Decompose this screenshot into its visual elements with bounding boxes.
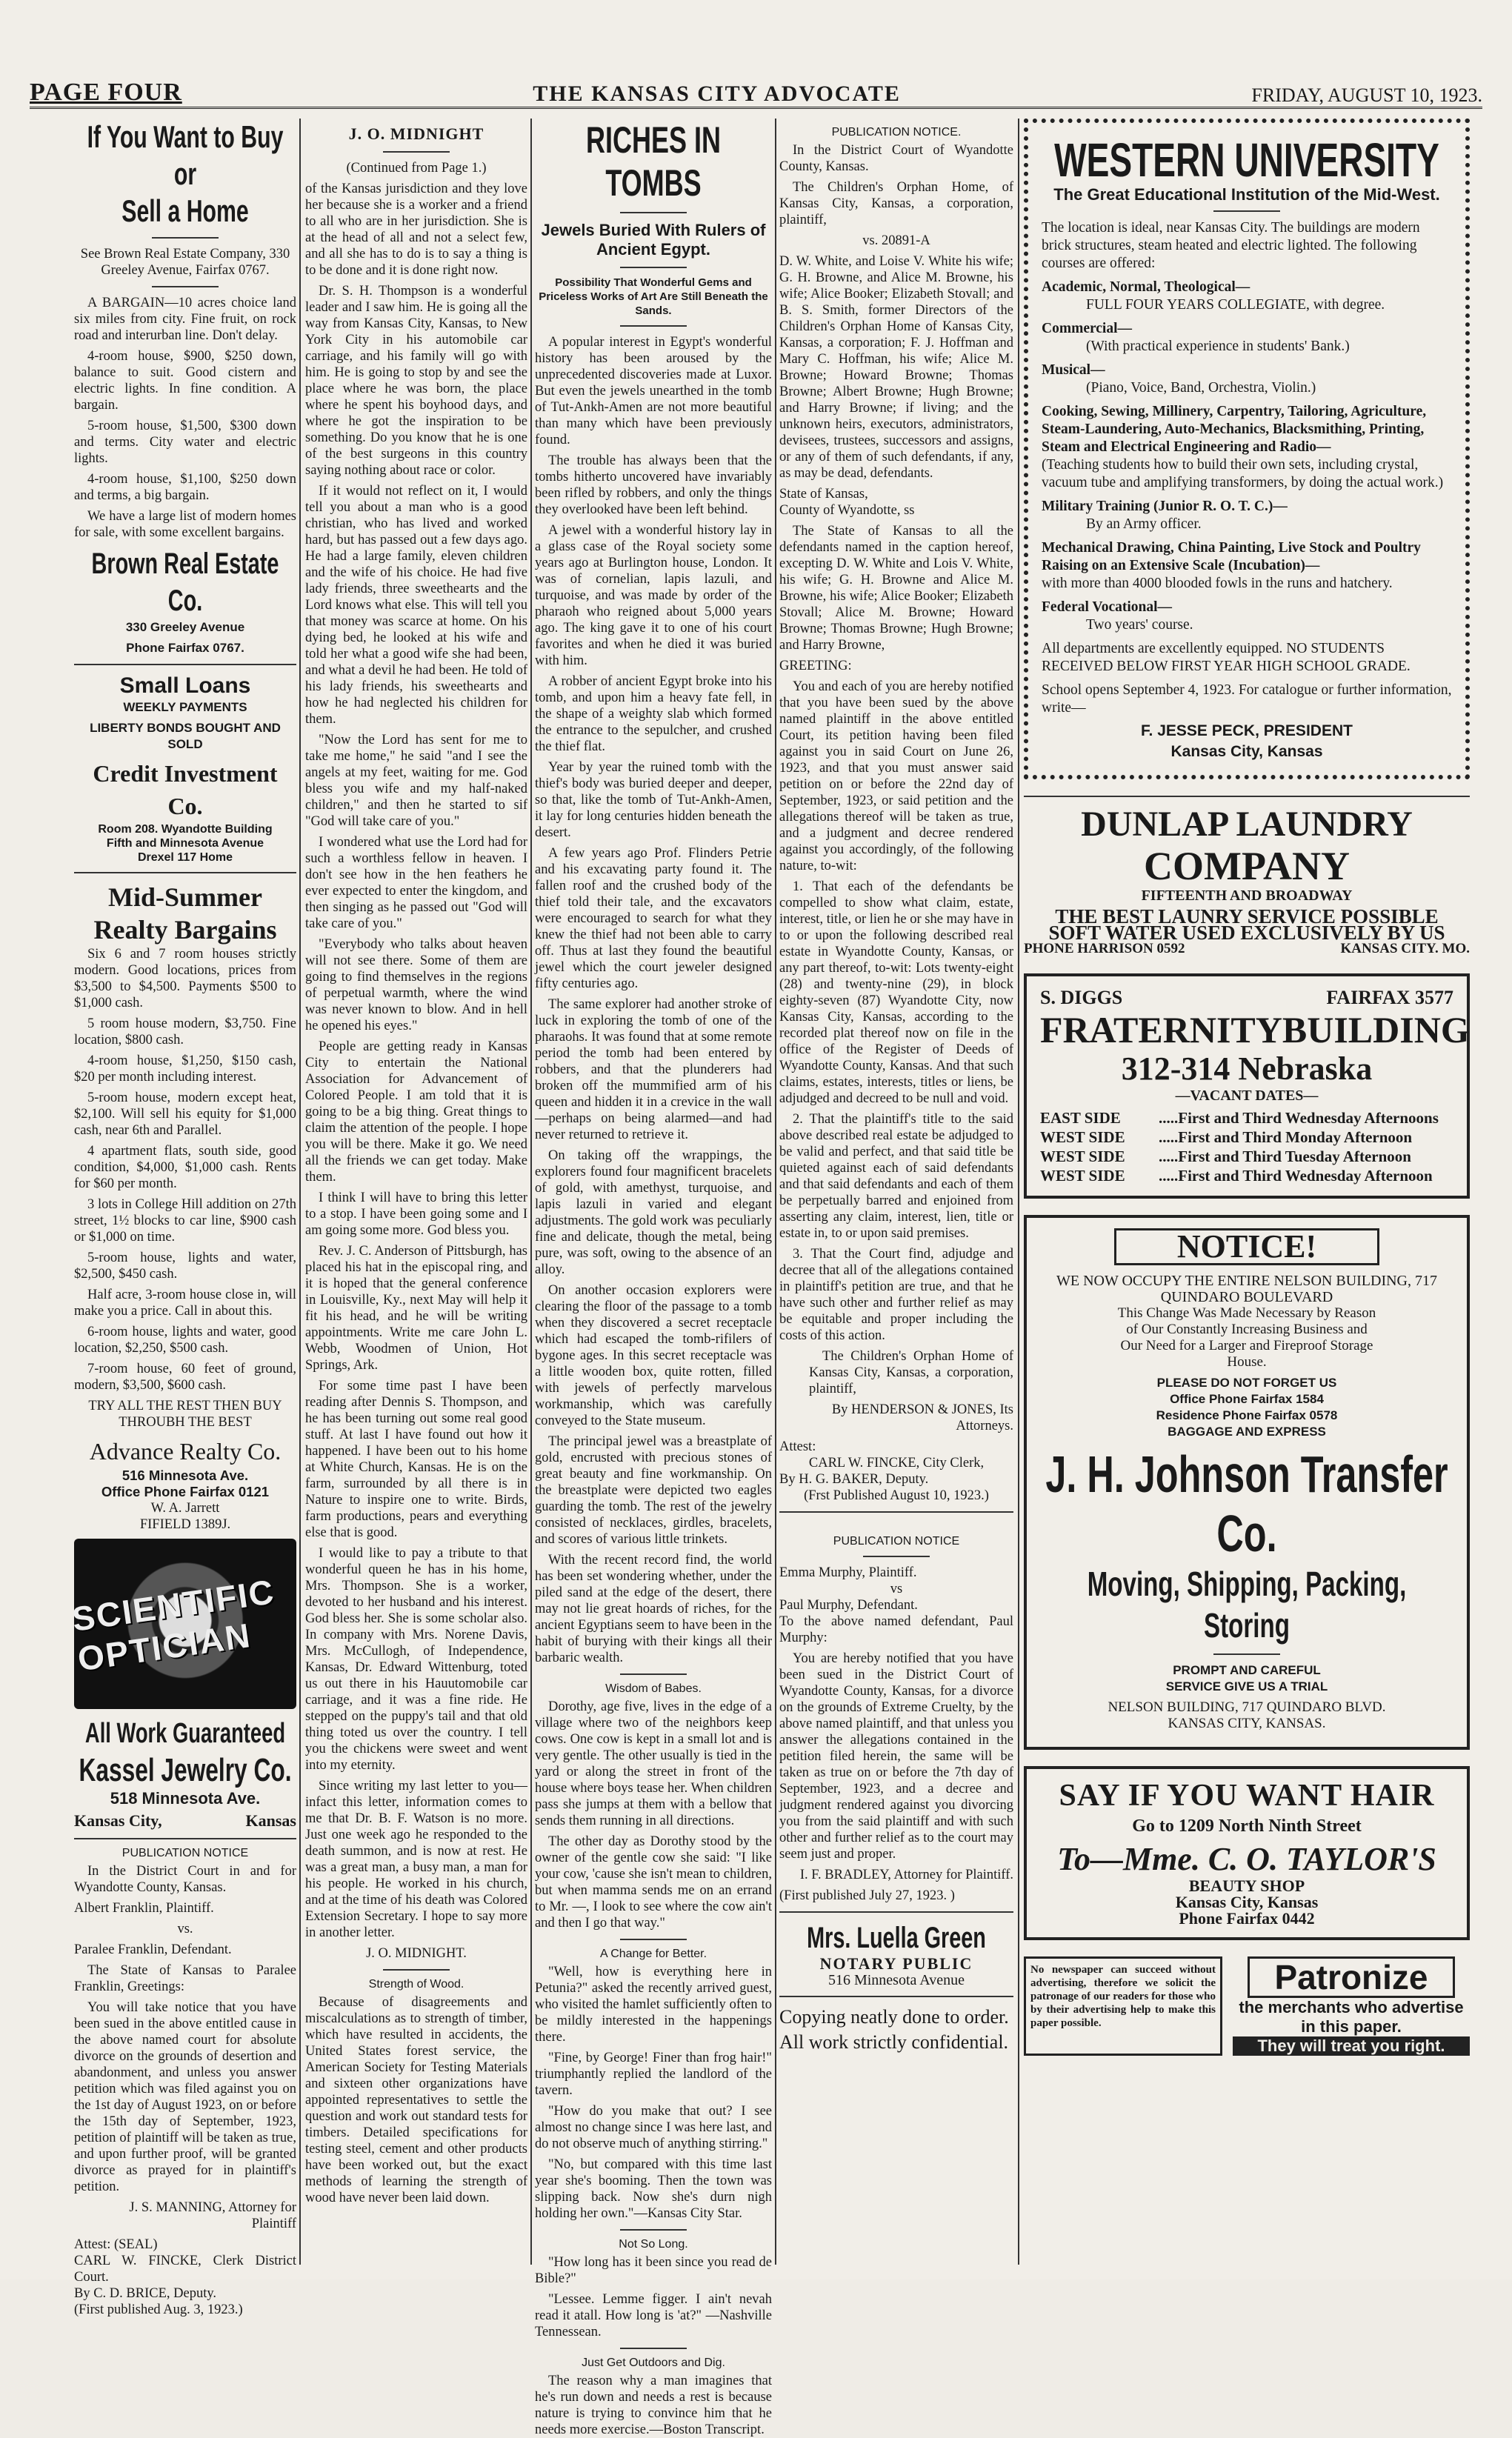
ad-text: Phone Fairfax 0767. bbox=[126, 641, 244, 655]
ad-text: W. A. Jarrett bbox=[150, 1501, 220, 1516]
ad-text: —VACANT DATES— bbox=[1175, 1088, 1319, 1104]
legal-text: 2. That the plaintiff's title to the said above described real estate be adjudged to be valid and perfect, and that said title be quieted against each of said defendants and that said defendants and each of them be perpetually barred and enjoined from asserting any claim, interest, lien, title or estate in, to or upon said premises. bbox=[779, 1112, 1013, 1241]
legal-text: Attest: (SEAL) bbox=[74, 2237, 158, 2252]
ad-headline: WESTERN UNIVERSITY bbox=[1054, 133, 1439, 187]
section-heading: Not So Long. bbox=[619, 2238, 688, 2251]
ad-text: BAGGAGE AND EXPRESS bbox=[1168, 1425, 1326, 1439]
ad-text: All departments are excellently equipped. NO STUDENTS RECEIVED BELOW FIRST YEAR HIGH SCHOOL GRADE. bbox=[1042, 641, 1411, 674]
divider bbox=[1213, 210, 1280, 212]
course-name: Military Training (Junior R. O. T. C.)— bbox=[1042, 499, 1288, 514]
ad-headline: J. H. Johnson Transfer Co. bbox=[1045, 1445, 1448, 1562]
ad-headline: Sell a Home bbox=[121, 193, 249, 228]
ad-text: TRY ALL THE REST THEN BUY THROUBH THE BEST bbox=[88, 1399, 282, 1430]
ad-text: BEAUTY SHOP bbox=[1188, 1876, 1305, 1895]
article-text: "Well, how is everything here in Petunia?" asked the recently arrived guest, who visited the hamlet sufficiently often to be mildly interested in the happenings there. bbox=[535, 1965, 772, 2045]
ad-headline: COMPANY bbox=[1144, 844, 1350, 888]
ad-text: 4-room house, $1,250, $150 cash, $20 per month including interest. bbox=[74, 1053, 296, 1085]
ad-text: They will treat you right. bbox=[1233, 2036, 1470, 2056]
article-text: For some time past I have been reading after Dennis S. Thompson, and he has been turning out some real good stuff. At last I have found out how it happened. I have been out to his home at White Church, Kansas. He is on the farm, surrounded by all there is in Nature to inspire one to write. Birds, farm productions, pears and everything else that is good. bbox=[305, 1379, 527, 1540]
section-heading: Just Get Outdoors and Dig. bbox=[582, 2357, 725, 2369]
section-heading: PUBLICATION NOTICE bbox=[833, 1535, 960, 1548]
ad-text: Copying neatly done to order. All work strictly confidential. bbox=[779, 2006, 1009, 2053]
ad-text: LIBERTY BONDS BOUGHT AND SOLD bbox=[90, 721, 281, 751]
ad-headline: Realty Bargains bbox=[93, 915, 277, 945]
column-rule bbox=[775, 119, 776, 2265]
article-text: Since writing my last letter to you—infact this letter, information comes to me that Dr. B. F. Watson is no more. Just one week ago he responded to the death summon, and is now at rest. He was a great man, a busy man, a man for his people. He worked in his church, and at the time of his death was Colored Extension Secretary. I hope to say more in another letter. bbox=[305, 1779, 527, 1940]
article-text: The principal jewel was a breastplate of gold, encrusted with precious stones of great beauty and fine workmanship. On the breastplate were depicted two eagles guarding the tomb. The rest of the jewelry consisted of necklaces, girdles, bracelets, and scores of various little trinkets. bbox=[535, 1434, 772, 1547]
ad-headline: Mrs. Luella Green bbox=[807, 1922, 986, 1954]
divider bbox=[620, 212, 687, 213]
ad-text: 7-room house, 60 feet of ground, modern, $3,500, $600 cash. bbox=[74, 1362, 296, 1393]
legal-text: Albert Franklin, Plaintiff. bbox=[74, 1901, 214, 1916]
divider bbox=[1213, 1653, 1280, 1655]
ad-location bbox=[74, 1811, 296, 1831]
ad-headline: Brown Real Estate Co. bbox=[91, 547, 279, 617]
course-item bbox=[1042, 539, 1452, 593]
course-item bbox=[1042, 599, 1452, 634]
ad-text: Office Phone Fairfax 1584 bbox=[1170, 1392, 1324, 1406]
section-heading: PUBLICATION NOTICE bbox=[121, 1847, 249, 1859]
vacant-dates-list bbox=[1040, 1108, 1453, 1185]
ad-headline: Mid-Summer bbox=[108, 882, 262, 912]
ad-text: FIFTEENTH AND BROADWAY bbox=[1141, 887, 1353, 904]
vacant-date-row bbox=[1040, 1166, 1453, 1185]
course-detail: with more than 4000 blooded fowls in the runs and hatchery. bbox=[1042, 576, 1393, 591]
legal-text: (First published July 27, 1923. ) bbox=[779, 1888, 955, 1903]
vacant-date-row bbox=[1040, 1108, 1453, 1128]
ad-text: 4-room house, $900, $250 down, balance to suit. Good cistern and electric lights. In fine condition. A bargain. bbox=[74, 349, 296, 413]
divider bbox=[152, 237, 219, 239]
column-4 bbox=[779, 119, 1013, 2265]
divider bbox=[152, 286, 219, 287]
course-detail: Two years' course. bbox=[1086, 617, 1193, 633]
phone-label: FAIRFAX 3577 bbox=[1326, 987, 1453, 1008]
ad-text: Half acre, 3-room house close in, will make you a price. Call in about this. bbox=[74, 1288, 296, 1319]
article-text: The same explorer had another stroke of luck in exploring the tomb of one of the pharaohs. It was found that at some remote period the tomb had been entered by robbers, and that the plunderers had broken off the mummified arm of his queen and hidden it in a crevice in the wall—perhaps on being alarmed—and had never returned to retrieve it. bbox=[535, 997, 772, 1142]
ad-text: WEEKLY PAYMENTS bbox=[123, 700, 247, 714]
divider bbox=[779, 1511, 1013, 1513]
vacant-when: .....First and Third Wednesday Afternoon bbox=[1159, 1167, 1433, 1185]
ad-headline: Kassel Jewelry Co. bbox=[79, 1752, 292, 1788]
article-text: Rev. J. C. Anderson of Pittsburgh, has placed his hat in the episcopal ring, and it is hoped that the general conference in Louisville, Ky., next May will help it fit his head, and he will be writing appointments. Write me care John L. Webb, Woodmen of Union, Hot Springs, Ark. bbox=[305, 1244, 527, 1373]
legal-text: The Children's Orphan Home, of Kansas City, Kansas, a corporation, plaintiff, bbox=[779, 180, 1013, 227]
article-text: With the recent record find, the world has been set wondering whether, under the piled sand at the edge of the desert, there may not lie great hoards of riches, for the ancient Egyptians seem to have been in the habit of burying with their kings all their barbaric wealth. bbox=[535, 1553, 772, 1665]
ad-signature: F. JESSE PECK, PRESIDENT bbox=[1141, 722, 1353, 739]
patronize-row bbox=[1024, 1956, 1470, 2056]
logo-text: SCIENTIFIC OPTICIAN bbox=[70, 1572, 278, 1679]
legal-text: D. W. White, and Loise V. White his wife; G. H. Browne, and Alice M. Browne, his wife; Alice Booker; Elizabeth Stovall; and B. S. Smith, former Directors of the Children's Orphan Home of Kansas City, Kansas, a corporation; F. J. Hoffman and Mary C. Hoffman, his wife; Alice M. Browne; Howard Browne; Thomas Browne; Albert Browne; Hugh Browne; and Harry Browne; if living; and the unknown heirs, executors, administrators, devisees, trustees, successors and assigns, or any of them of such defendants, if any, as may be dead, defendants. bbox=[779, 254, 1013, 481]
ad-text: PROMPT AND CAREFUL SERVICE GIVE US A TRIAL bbox=[1165, 1663, 1328, 1693]
column-2 bbox=[305, 119, 527, 2265]
article-text: The trouble has always been that the tombs hitherto uncovered have invariably been rifled by robbers, and only the things they overlooked have been left behind. bbox=[535, 453, 772, 517]
vacant-side: WEST SIDE bbox=[1040, 1148, 1125, 1165]
divider bbox=[779, 1996, 1013, 1997]
article-text: I would like to pay a tribute to that wonderful queen he has in his home, Mrs. Thompson. She is a worker, devoted to her husband and his interest. God bless her. She is some scholar also. In company with Mrs. Norene Davis, Mrs. McCullogh, of Independence, Kansas, Dr. Edward Wittenburg, toted us out there in his Hauutomobile car carriage, and it was a fine ride. He stepped on the puppy's tail and that old thing toted us over the country. I tell you the chickens were sweet and went into my eternity. bbox=[305, 1546, 527, 1773]
legal-text: vs. bbox=[177, 1922, 193, 1936]
phone-label: PHONE HARRISON 0592 bbox=[1024, 941, 1185, 956]
course-detail: By an Army officer. bbox=[1086, 516, 1202, 532]
legal-text: In the District Court of Wyandotte County, Kansas. bbox=[779, 143, 1013, 174]
ad-text: Six 6 and 7 room houses strictly modern. Good locations, prices from $3,500 to $4,500. Payments $500 to $1,000 cash. bbox=[74, 947, 296, 1010]
ad-headline: FRATERNITYBUILDING bbox=[1040, 1009, 1470, 1050]
ad-text: the merchants who advertise in this paper. bbox=[1239, 1998, 1464, 2036]
vacant-when: .....First and Third Wednesday Afternoons bbox=[1159, 1109, 1439, 1127]
legal-text: (First published Aug. 3, 1923.) bbox=[74, 2302, 243, 2317]
ad-text: 4-room house, $1,100, $250 down and terms, a big bargain. bbox=[74, 472, 296, 503]
article-text: "No, but compared with this time last year she's booming. Then the town was slipping back. Now she's durn nigh holding her own."—Kansas City Star. bbox=[535, 2157, 772, 2221]
ad-text: KANSAS CITY, KANSAS. bbox=[1168, 1716, 1326, 1731]
column-5 bbox=[1024, 119, 1470, 2265]
ad-text: Room 208. Wyandotte Building bbox=[98, 823, 273, 836]
city-label: KANSAS CITY. MO. bbox=[1340, 941, 1470, 956]
divider bbox=[863, 1556, 930, 1557]
course-name: Cooking, Sewing, Millinery, Carpentry, Tailoring, Agriculture, Steam-Laundering, Auto-Mechanics, Blacksmithing, Printing, Steam and Electrical Engineering and Radio— bbox=[1042, 404, 1427, 455]
course-item bbox=[1042, 362, 1452, 397]
article-title: J. O. MIDNIGHT bbox=[348, 124, 484, 143]
ad-text: Drexel 117 Home bbox=[137, 851, 233, 864]
legal-text: I. F. BRADLEY, Attorney for Plaintiff. bbox=[799, 1868, 1013, 1882]
vacant-date-row bbox=[1040, 1147, 1453, 1166]
course-name: Musical— bbox=[1042, 362, 1105, 378]
page-number: PAGE FOUR bbox=[30, 79, 182, 106]
ad-headline: Small Loans bbox=[119, 673, 251, 698]
article-text: A jewel with a wonderful history lay in a glass case of the Royal society some years ago at Burlington house, London. It was of cornelian, lapis lazuli, and turquoise, and was made by order of the pharaoh who reigned about 5,000 years ago. The king gave it to one of his court favorites and when he died it was buried with him. bbox=[535, 523, 772, 668]
legal-text: The State of Kansas to Paralee Franklin, Greetings: bbox=[74, 1963, 296, 1994]
patronize-notice bbox=[1233, 1956, 1470, 2056]
article-text: Dr. S. H. Thompson is a wonderful leader and I saw him. He is going all the way from Kansas City, Kansas, to New York City in his automobile car carriage, and his family will go with him. He is going to stop by and see the place where he was born, the place where he spent his boyhood days, and where he got the inspiration to be something. Do you know that he is one of the best surgeons in this country saying nothing about race or color. bbox=[305, 284, 527, 478]
ad-headline: NOTICE! bbox=[1114, 1228, 1379, 1265]
vacant-side: EAST SIDE bbox=[1040, 1109, 1121, 1127]
article-deck: Possibility That Wonderful Gems and Priceless Works of Art Are Still Beneath the Sands. bbox=[539, 276, 768, 317]
ad-text: 5-room house, modern except heat, $2,100. Will sell his equity for $1,000 cash, near 6th and Parallel. bbox=[74, 1090, 296, 1138]
legal-text: By C. D. BRICE, Deputy. bbox=[74, 2286, 217, 2301]
owner-name: S. DIGGS bbox=[1040, 987, 1123, 1008]
ad-text: FIFIELD 1389J. bbox=[139, 1517, 231, 1532]
optician-logo bbox=[70, 1539, 296, 1709]
legal-text: Paralee Franklin, Defendant. bbox=[74, 1942, 232, 1957]
article-text: A popular interest in Egypt's wonderful history has been aroused by the unprecedented discoveries made at Luxor. But even the jewels unearthed in the tomb of Tut-Ankh-Amen are not more beautiful than many which have been previously found. bbox=[535, 335, 772, 447]
column-rule bbox=[1018, 119, 1019, 2265]
divider bbox=[620, 1673, 687, 1675]
ad-headline: To—Mme. C. O. TAYLOR'S bbox=[1057, 1841, 1436, 1877]
newspaper-notice bbox=[1024, 1956, 1222, 2056]
fraternity-building-ad bbox=[1024, 973, 1470, 1199]
article-text: The other day as Dorothy stood by the owner of the gentle cow she said: "I like your cow, 'cause she isn't mean to children, but when mamma sends me on an errand to Mr. —, I look to see where the cow ain't and then I go that way." bbox=[535, 1834, 772, 1931]
legal-text: By HENDERSON & JONES, Its Attorneys. bbox=[831, 1402, 1013, 1433]
section-heading: A Change for Better. bbox=[599, 1948, 707, 1960]
legal-text: The Children's Orphan Home of Kansas City, Kansas, a corporation, plaintiff, bbox=[809, 1349, 1013, 1396]
vacant-side: WEST SIDE bbox=[1040, 1128, 1125, 1146]
ad-text: This Change Was Made Necessary by Reason of Our Constantly Increasing Business and Our Need for a Larger and Fireproof Storage House. bbox=[1117, 1305, 1376, 1370]
ad-text: Go to 1209 North Ninth Street bbox=[1132, 1816, 1362, 1836]
course-list bbox=[1042, 219, 1452, 717]
legal-text: CARL W. FINCKE, City Clerk, bbox=[808, 1456, 985, 1471]
legal-text: (Frst Published August 10, 1923.) bbox=[804, 1488, 989, 1503]
course-detail: FULL FOUR YEARS COLLEGIATE, with degree. bbox=[1086, 297, 1385, 313]
legal-text: GREETING: bbox=[779, 659, 852, 673]
ad-text: 5-room house, $1,500, $300 down and terms. City water and electric lights. bbox=[74, 419, 296, 466]
article-text: (Continued from Page 1.) bbox=[346, 161, 487, 176]
section-heading: Strength of Wood. bbox=[368, 1978, 464, 1991]
course-detail: (With practical experience in students' Bank.) bbox=[1086, 339, 1350, 354]
dunlap-laundry-ad bbox=[1024, 805, 1470, 957]
ad-text: NELSON BUILDING, 717 QUINDARO BLVD. bbox=[1108, 1699, 1386, 1715]
section-heading: PUBLICATION NOTICE. bbox=[831, 126, 962, 139]
ad-headline: If You Want to Buy or bbox=[87, 119, 284, 191]
article-text: A robber of ancient Egypt broke into his tomb, and upon him a heavy fate fell, in the shape of a weighty slab which formed the entrance to the sepulcher, and crushed the thief flat. bbox=[535, 674, 772, 754]
ad-text: See Brown Real Estate Company, 330 Greeley Avenue, Fairfax 0767. bbox=[80, 247, 290, 278]
column-rule bbox=[530, 119, 532, 2265]
article-text: A few years ago Prof. Flinders Petrie and his excavating party found it. The fallen roof and the crushed body of the thief told their tale, and the excavators were encouraged to search for what they knew the thief had not been able to carry off. Thus at last they found the beautiful jewel which the court jeweler designed fifty centuries ago. bbox=[535, 846, 772, 991]
course-detail: (Piano, Voice, Band, Orchestra, Violin.) bbox=[1086, 380, 1316, 396]
column-1 bbox=[70, 119, 296, 2317]
ad-text: Fifth and Minnesota Avenue bbox=[106, 837, 264, 850]
legal-text: State of Kansas, bbox=[779, 487, 868, 502]
article-text: Year by year the ruined tomb with the thief's body was buried deeper and deeper, so that, like the tomb of Tut-Ankh-Amen, it lay for long centuries hidden beneath the desert. bbox=[535, 760, 772, 840]
ad-text: 3 lots in College Hill addition on 27th street, 1½ blocks to car line, $900 cash or $1,000 on time. bbox=[74, 1197, 296, 1245]
course-name: Commercial— bbox=[1042, 321, 1133, 336]
article-text: "How long has it been since you read de Bible?" bbox=[535, 2255, 772, 2286]
legal-text: CARL W. FINCKE, Clerk District Court. bbox=[74, 2254, 296, 2285]
article-text: of the Kansas jurisdiction and they love her because she is a worker and a friend to all who are in her jurisdiction. She is at the head of all and not a select few, and all she has to do is to say a thing is to be done and it is done right now. bbox=[305, 181, 527, 278]
vacant-when: .....First and Third Tuesday Afternoon bbox=[1159, 1148, 1411, 1165]
ad-headline: Credit Investment Co. bbox=[93, 760, 278, 819]
legal-text: Attest: bbox=[779, 1439, 816, 1454]
ad-text: SOFT WATER USED EXCLUSIVELY BY US bbox=[1048, 922, 1445, 944]
article-text: "Everybody who talks about heaven will not see there. Some of them are going to find themselves in the regions of perpetual warmth, where the wind was never known to blow. And in hell he opened his eyes." bbox=[305, 937, 527, 1033]
legal-text: Paul Murphy, Defendant. bbox=[779, 1598, 918, 1613]
divider bbox=[383, 1969, 450, 1971]
article-text: "How do you make that out? I see almost no change since I was here last, and do not observe much of anything stirring." bbox=[535, 2104, 772, 2151]
article-title: RICHES IN TOMBS bbox=[585, 119, 722, 204]
article-text: "Fine, by George! Finer than frog hair!" triumphantly replied the landlord of the tavern. bbox=[535, 2051, 772, 2098]
ad-text: 516 Minnesota Avenue bbox=[827, 1972, 965, 1988]
article-text: People are getting ready in Kansas City to entertain the National Association for Advancement of Colored People. I am told that it is going to be a big thing. Great things to claim the attention of the people. I hope you will be there. Make it go. We need all the friends we can get today. Make them. bbox=[305, 1039, 527, 1185]
course-item bbox=[1042, 498, 1452, 533]
ad-headline: 312-314 Nebraska bbox=[1121, 1050, 1373, 1087]
masthead bbox=[30, 77, 1482, 109]
ad-text: THE BEST LAUNRY SERVICE POSSIBLE bbox=[1055, 905, 1439, 927]
article-subtitle: Jewels Buried With Rulers of Ancient Egypt. bbox=[541, 221, 766, 259]
course-item bbox=[1042, 403, 1452, 492]
article-text: Dorothy, age five, lives in the edge of a village where two of the neighbors keep cows. One cow is kept in a small lot and is very gentle. The other usually is tied in the yard or along the street in front of the house where boys tease her. When children pass she jumps at them with a bellow that sends them running in all directions. bbox=[535, 1699, 772, 1828]
ad-headline: Patronize bbox=[1248, 1956, 1455, 1998]
legal-text: The State of Kansas to all the defendants named in the caption hereof, excepting D. W. White and Lois V. White, his wife; G. H. Browne and Alice M. Browne, his wife; Alice Booker; Elizabeth Stovall; Alice M. Browne; Howard Browne; Thomas Browne; Hugh Browne; and Harry Browne, bbox=[779, 524, 1013, 653]
ad-text: 5 room house modern, $3,750. Fine location, $800 cash. bbox=[74, 1016, 296, 1048]
ad-headline: Moving, Shipping, Packing, Storing bbox=[1087, 1565, 1407, 1645]
vacant-side: WEST SIDE bbox=[1040, 1167, 1125, 1185]
ad-text: School opens September 4, 1923. For catalogue or further information, write— bbox=[1042, 682, 1452, 716]
divider bbox=[383, 151, 450, 153]
johnson-transfer-ad bbox=[1024, 1215, 1470, 1750]
divider bbox=[620, 2348, 687, 2349]
legal-text: You and each of you are hereby notified that you have been sued by the above named plaintiff in the above entitled Court, its petition having been filed against you in said Court on June 26, 1923, and that you must answer said petition on or before the 22nd day of September, 1923, or said petition and the allegations thereof will be taken as true, and a judgment and decree rendered against you accordingly, of the following nature, to-wit: bbox=[779, 679, 1013, 873]
column-3 bbox=[535, 119, 772, 2437]
ad-text: The location is ideal, near Kansas City. The buildings are modern brick structures, steam heated and electric lighted. The following courses are offered: bbox=[1042, 220, 1420, 271]
beauty-shop-ad bbox=[1024, 1766, 1470, 1940]
ad-text: We have a large list of modern homes for sale, with some excellent bargains. bbox=[74, 509, 296, 540]
divider bbox=[1024, 796, 1470, 797]
legal-text: Emma Murphy, Plaintiff. bbox=[779, 1565, 917, 1580]
article-text: On taking off the wrappings, the explorers found four magnificent bracelets of gold, with amethyst, turquoise, and lapis lazuli in varied and elegant adjustments. The gold work was peculiarly fine and delicate, though the metal, being pure, was soft, owing to the absence of an alloy. bbox=[535, 1148, 772, 1277]
issue-date: FRIDAY, AUGUST 10, 1923. bbox=[1251, 84, 1482, 106]
ad-text: Office Phone Fairfax 0121 bbox=[101, 1484, 270, 1499]
article-text: "Now the Lord has sent for me to take me home," he said "and I see the angels at my feet, waiting for me. God bless you wife and my half-naked children," and then he started to sif "God will take care of you." bbox=[305, 733, 527, 829]
legal-text: 1. That each of the defendants be compelled to show what claim, estate, interest, title, or lien he or she may have in to or upon the following described real estate in Wyandotte County, Kansas, or any part thereof, to-wit: Lots twenty-eight (28) and twenty-nine (29), in block eighty-seven (87) Wyandotte City, now Kansas City, Kansas, according to the recorded plat thereof now on file in the office of the Register of Deeds of Wyandotte County, Kansas. And that such claims, estates, interests, titles or liens, be adjudged and decreed to be null and void. bbox=[779, 879, 1013, 1106]
course-name: Mechanical Drawing, China Painting, Live Stock and Poultry Raising on an Extensive Scale (Incubation)— bbox=[1042, 540, 1421, 573]
paper-name: THE KANSAS CITY ADVOCATE bbox=[533, 81, 901, 106]
ad-headline: Advance Realty Co. bbox=[89, 1438, 282, 1465]
divider bbox=[74, 664, 296, 665]
vacant-date-row bbox=[1040, 1128, 1453, 1147]
article-text: The reason why a man imagines that he's run down and needs a rest is because nature is trying to convince him that he needs more exercise.—Boston Transcript. bbox=[535, 2374, 772, 2437]
legal-text: To the above named defendant, Paul Murphy: bbox=[779, 1614, 1013, 1645]
ad-text: No newspaper can succeed without advertising, therefore we solicit the patronage of our readers for those who by their advertising help to make this paper possible. bbox=[1030, 1964, 1216, 2029]
column-rule bbox=[299, 119, 301, 2265]
legal-text: vs bbox=[890, 1582, 903, 1596]
ad-text: 6-room house, lights and water, good location, $2,250, $500 cash. bbox=[74, 1325, 296, 1356]
divider bbox=[779, 1911, 1013, 1913]
ad-text: 5-room house, lights and water, $2,500, $450 cash. bbox=[74, 1250, 296, 1282]
ad-text: 516 Minnesota Ave. bbox=[121, 1468, 249, 1483]
ad-text: 330 Greeley Avenue bbox=[125, 620, 245, 634]
article-text: I think I will have to bring this letter to a stop. I have been going some and I am going some more. God bless you. bbox=[305, 1190, 527, 1238]
western-university-ad bbox=[1024, 119, 1470, 779]
vacant-when: .....First and Third Monday Afternoon bbox=[1159, 1128, 1413, 1146]
legal-text: 3. That the Court find, adjudge and decree that all of the allegations contained in plaintiff's petition are true, and that he have such other and further relief as may be equitable and proper including the costs of this action. bbox=[779, 1247, 1013, 1343]
state-label: Kansas bbox=[245, 1811, 296, 1830]
divider bbox=[620, 1939, 687, 1940]
ad-headline: All Work Guaranteed bbox=[84, 1718, 286, 1749]
course-detail: (Teaching students how to build their own sets, including crystal, vacuum tube and amplifying transformers, by doing the actual work.) bbox=[1042, 457, 1444, 490]
ad-text: NOTARY PUBLIC bbox=[819, 1954, 973, 1973]
legal-text: You will take notice that you have been sued in the above entitled cause in the above named court for absolute divorce on the grounds of desertion and abandonment, and unless you answer petition which was filed against you on the 1st day of August 1923, on or before the 15th day of September, 1923, petition of plaintiff will be taken as true, and upon further proof, will be granted divorce as prayed for in plaintiff's petition. bbox=[74, 2000, 296, 2194]
divider bbox=[74, 872, 296, 873]
article-text: "Lessee. Lemme figger. I ain't nevah read it atall. How long is 'at?" —Nashville Tennessean. bbox=[535, 2292, 772, 2339]
ad-text: PLEASE DO NOT FORGET US bbox=[1156, 1376, 1337, 1390]
legal-text: You are hereby notified that you have been sued in the District Court of Wyandotte County, Kansas, for a divorce on the grounds of Extreme Cruelty, by the above named plaintiff, and that unless you answer the allegations contained in the petition filed herein, the same will be taken as true on or before the 7th day of September, 1923, and a decree and judgment rendered against you divorcing you from the said plaintiff and with such other and further relief as to the court may seem just and proper. bbox=[779, 1651, 1013, 1862]
ad-text: Kansas City, Kansas bbox=[1175, 1893, 1319, 1911]
ad-headline: DUNLAP LAUNDRY bbox=[1081, 805, 1413, 844]
legal-text: County of Wyandotte, ss bbox=[779, 503, 915, 518]
course-item bbox=[1042, 279, 1452, 314]
ad-text: 4 apartment flats, south side, good condition, $4,000, $1,000 cash. Rents for $60 per month. bbox=[74, 1144, 296, 1191]
legal-text: J. S. MANNING, Attorney for Plaintiff bbox=[129, 2200, 296, 2231]
article-text: Because of disagreements and miscalculations as to strength of timber, which have resulted in accidents, the United States forest service, the American Society for Testing Materials and sixteen other organizations have appointed representatives to settle the question and work out standard tests for timbers. Detailed specifications for testing steel, cement and other products have been worked out, but the exact methods of learning the strength of wood have never been laid down. bbox=[305, 1995, 527, 2205]
ad-text: 518 Minnesota Ave. bbox=[110, 1789, 261, 1808]
ad-text: Kansas City, Kansas bbox=[1170, 743, 1323, 760]
divider bbox=[620, 325, 687, 327]
ad-text: WE NOW OCCUPY THE ENTIRE NELSON BUILDING, 717 QUINDARO BOULEVARD bbox=[1056, 1273, 1438, 1305]
section-heading: Wisdom of Babes. bbox=[605, 1682, 702, 1695]
divider bbox=[74, 1838, 296, 1839]
ad-text: Residence Phone Fairfax 0578 bbox=[1156, 1408, 1338, 1422]
article-text: I wondered what use the Lord had for such a worthless fellow in heaven. I don't see how in the hen feathers he ever expected to enter the kingdom, and then singing as he passed out "God will take care of you." bbox=[305, 835, 527, 931]
article-signature: J. O. MIDNIGHT. bbox=[366, 1946, 467, 1961]
divider bbox=[620, 2229, 687, 2231]
ad-contact-row bbox=[1040, 987, 1453, 1009]
article-text: On another occasion explorers were clearing the floor of the passage to a tomb when they discovered a secret receptacle which had escaped the tomb-rifilers of bygone ages. In this secret receptacle was a little wooden box, quite rotten, filled with jewels of perfectly marvelous workmanship, which was carefully conveyed to the State museum. bbox=[535, 1283, 772, 1428]
course-item bbox=[1042, 320, 1452, 356]
course-name: Federal Vocational— bbox=[1042, 599, 1173, 615]
legal-text: vs. 20891-A bbox=[862, 233, 930, 248]
legal-text: In the District Court in and for Wyandotte County, Kansas. bbox=[74, 1864, 296, 1895]
divider bbox=[620, 267, 687, 268]
course-name: Academic, Normal, Theological— bbox=[1042, 279, 1250, 295]
ad-headline: SAY IF YOU WANT HAIR bbox=[1059, 1779, 1435, 1813]
ad-text: A BARGAIN—10 acres choice land six miles from city. Fine fruit, on rock road and interurban line. Don't delay. bbox=[74, 296, 296, 343]
ad-text: The Great Educational Institution of the Mid-West. bbox=[1053, 185, 1440, 204]
city-label: Kansas City, bbox=[74, 1811, 162, 1830]
article-text: If it would not reflect on it, I would tell you about a man who is a good christian, who has lived and worked hard, but has passed out a few days ago. He had a large family, eleven children and the wife of his choice. He had five lady friends, three sweethearts and the Lord knows what else. This will tell you that money was scarce at home. On his dying bed, he looked at his wife and told her what a good wife she had been, and what a devil he had been. He told of his lady friends, his sweethearts and how he had neglected his children for them. bbox=[305, 484, 527, 727]
legal-text: By H. G. BAKER, Deputy. bbox=[779, 1472, 929, 1487]
ad-text: Phone Fairfax 0442 bbox=[1179, 1909, 1315, 1928]
